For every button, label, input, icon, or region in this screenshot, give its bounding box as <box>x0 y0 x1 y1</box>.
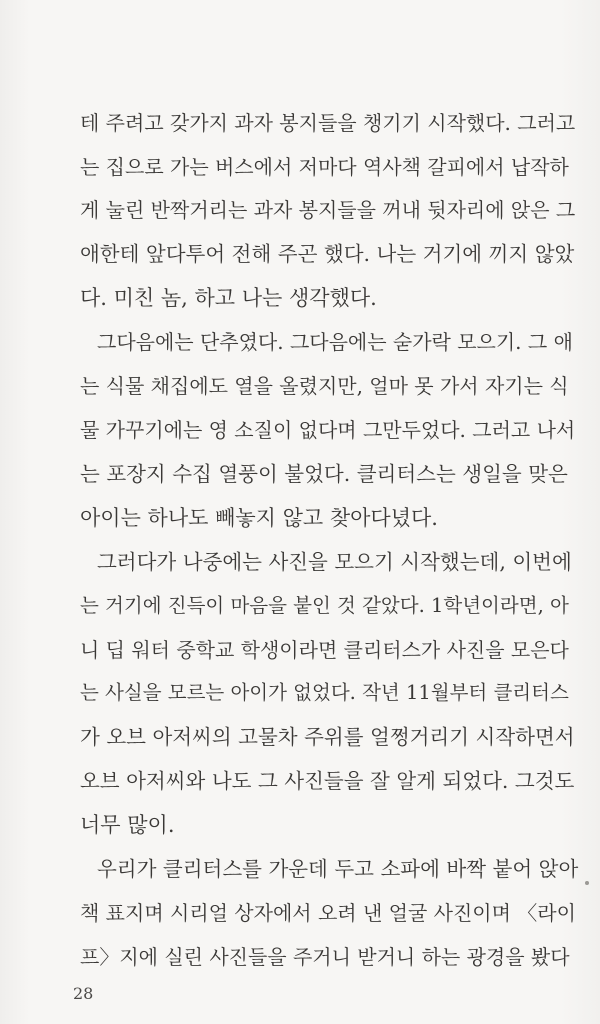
text-line: 오브 아저씨와 나도 그 사진들을 잘 알게 되었다. 그것도 <box>80 769 575 793</box>
text-line: 물 가꾸기에는 영 소질이 없다며 그만두었다. 그러고 나서 <box>80 418 576 442</box>
paragraph-first-line: 그다음에는 단추였다. 그다음에는 숟가락 모으기. 그 애 <box>97 330 573 354</box>
text-line: 는 집으로 가는 버스에서 저마다 역사책 갈피에서 납작하 <box>80 155 569 179</box>
text-line: 는 거기에 진득이 마음을 붙인 것 같았다. 1학년이라면, 아 <box>80 594 569 617</box>
text-line: 너무 많이. <box>80 813 175 837</box>
text-line: 는 사실을 모르는 아이가 없었다. 작년 11월부터 클리터스 <box>80 681 569 704</box>
text-line: 가 오브 아저씨의 고물차 주위를 얼쩡거리기 시작하면서 <box>80 725 575 749</box>
text-line: 는 포장지 수집 열풍이 불었다. 클리터스는 생일을 맞은 <box>80 462 568 486</box>
text-line: 책 표지며 시리얼 상자에서 오려 낸 얼굴 사진이며 〈라이 <box>80 901 576 925</box>
page-number: 28 <box>73 984 94 1003</box>
paragraph-first-line: 우리가 클리터스를 가운데 두고 소파에 바짝 붙어 앉아 <box>97 857 579 881</box>
text-line: 프〉지에 실린 사진들을 주거니 받거니 하는 광경을 봤다 <box>80 945 570 969</box>
paragraph-first-line: 그러다가 나중에는 사진을 모으기 시작했는데, 이번에 <box>97 550 572 574</box>
text-line: 게 눌린 반짝거리는 과자 봉지들을 꺼내 뒷자리에 앉은 그 <box>80 198 576 222</box>
text-line: 아이는 하나도 빼놓지 않고 찾아다녔다. <box>80 506 438 530</box>
text-line: 다. 미친 놈, 하고 나는 생각했다. <box>80 286 377 310</box>
text-line: 애한테 앞다투어 전해 주곤 했다. 나는 거기에 끼지 않았 <box>80 242 575 266</box>
margin-dot <box>585 881 589 885</box>
text-line: 니 딥 워터 중학교 학생이라면 클리터스가 사진을 모은다 <box>80 638 569 662</box>
text-line: 는 식물 채집에도 열을 올렸지만, 얼마 못 가서 자기는 식 <box>80 374 569 398</box>
text-line: 테 주려고 갖가지 과자 봉지들을 챙기기 시작했다. 그러고 <box>80 111 576 135</box>
